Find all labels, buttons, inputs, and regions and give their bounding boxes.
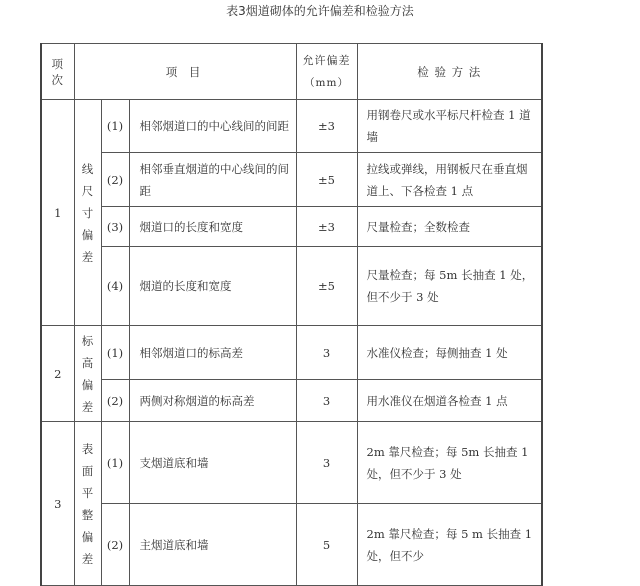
tolerance-table [40, 43, 543, 586]
row-tolerance: ±5 [296, 247, 357, 326]
row-sub-index: (2) [101, 504, 129, 586]
table-row [41, 153, 542, 207]
header-no: 项次 [41, 44, 74, 100]
row-sub-index: (1) [101, 326, 129, 380]
row-method: 水准仪检查；每侧抽查 1 处 [357, 326, 542, 380]
row-tolerance: ±3 [296, 207, 357, 247]
row-method: 2m 靠尺检查；每 5m 长抽查 1 处，但不少于 3 处 [357, 422, 542, 504]
group-category: 线 尺 寸 偏 差 [74, 100, 101, 326]
header-tolerance-label: 允许偏差 [302, 53, 351, 67]
row-sub-index: (1) [101, 100, 129, 153]
header-tolerance-unit: （mm） [304, 76, 349, 89]
row-sub-index: (2) [101, 153, 129, 207]
header-item: 项 目 [74, 44, 296, 100]
row-method: 用水准仪在烟道各检查 1 点 [357, 380, 542, 422]
table-row [41, 100, 542, 153]
row-sub-index: (4) [101, 247, 129, 326]
table-row [41, 504, 542, 586]
row-tolerance: ±5 [296, 153, 357, 207]
table-caption: 表3烟道砌体的允许偏差和检验方法 [226, 4, 414, 18]
row-item: 主烟道底和墙 [129, 504, 296, 586]
table-row [41, 247, 542, 326]
row-item: 支烟道底和墙 [129, 422, 296, 504]
row-item: 烟道口的长度和宽度 [129, 207, 296, 247]
table-row [41, 207, 542, 247]
table-row [41, 380, 542, 422]
row-tolerance: 5 [296, 504, 357, 586]
row-method: 2m 靠尺检查；每 5 m 长抽查 1 处，但不少 [357, 504, 542, 586]
row-method: 尺量检查；全数检查 [357, 207, 542, 247]
row-item: 烟道的长度和宽度 [129, 247, 296, 326]
group-no: 3 [41, 422, 74, 586]
row-method: 用钢卷尺或水平标尺杆检查 1 道墙 [357, 100, 542, 153]
group-category: 表 面 平 整 偏 差 [74, 422, 101, 586]
row-method: 拉线或弹线，用钢板尺在垂直烟道上、下各检查 1 点 [357, 153, 542, 207]
row-sub-index: (2) [101, 380, 129, 422]
row-item: 相邻垂直烟道的中心线间的间距 [129, 153, 296, 207]
header-tolerance [296, 44, 357, 100]
table-row [41, 422, 542, 504]
row-item: 两侧对称烟道的标高差 [129, 380, 296, 422]
row-sub-index: (1) [101, 422, 129, 504]
row-item: 相邻烟道口的标高差 [129, 326, 296, 380]
table-row [41, 326, 542, 380]
row-item: 相邻烟道口的中心线间的间距 [129, 100, 296, 153]
group-no: 1 [41, 100, 74, 326]
row-tolerance: 3 [296, 380, 357, 422]
row-method: 尺量检查；每 5m 长抽查 1 处，但不少于 3 处 [357, 247, 542, 326]
row-tolerance: 3 [296, 422, 357, 504]
row-tolerance: ±3 [296, 100, 357, 153]
group-category: 标 高 偏 差 [74, 326, 101, 422]
group-no: 2 [41, 326, 74, 422]
row-tolerance: 3 [296, 326, 357, 380]
row-sub-index: (3) [101, 207, 129, 247]
header-method: 检 验 方 法 [357, 44, 542, 100]
